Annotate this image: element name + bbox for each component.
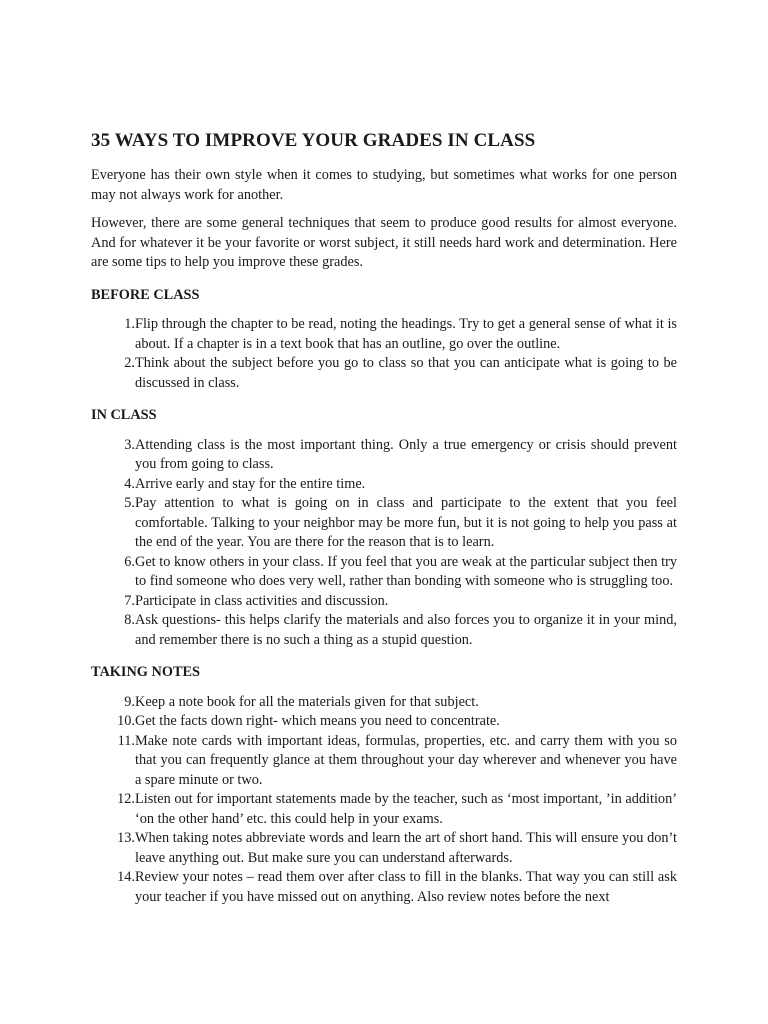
list-item-text: Attending class is the most important thing. Only a true emergency or crisis should prevent you from going to class. — [135, 436, 677, 472]
list-item-text: Think about the subject before you go to class so that you can anticipate what is going to be discussed in class. — [135, 355, 677, 391]
section-heading-before-class: BEFORE CLASS — [91, 286, 200, 303]
list-item — [91, 732, 677, 791]
list-item-number: 14. — [117, 869, 135, 885]
list-item-number: 13. — [117, 830, 135, 846]
list-item-text: Ask questions- this helps clarify the materials and also forces you to organize it in your mind, and remember there is no such a thing as a stupid question. — [135, 612, 677, 648]
section-heading-taking-notes: TAKING NOTES — [91, 664, 200, 680]
list-item — [91, 868, 677, 907]
list-before-class — [91, 315, 677, 393]
list-item — [91, 475, 677, 495]
list-item-number: 3. — [124, 436, 135, 453]
list-item-number: 6. — [124, 553, 135, 570]
list-item-text: Review your notes – read them over after class to fill in the blanks. That way you can still ask your teacher if you have missed out on anything. Also review notes before the next — [135, 869, 677, 905]
page-title: 35 WAYS TO IMPROVE YOUR GRADES IN CLASS — [91, 130, 536, 151]
list-item-text: Keep a note book for all the materials given for that subject. — [135, 693, 479, 710]
list-item — [91, 592, 677, 612]
list-item-text: Participate in class activities and discussion. — [135, 592, 389, 609]
list-item — [91, 436, 677, 475]
list-item-number: 12. — [117, 791, 135, 807]
list-item — [91, 354, 677, 393]
list-item-text: Flip through the chapter to be read, noting the headings. Try to get a general sense of what it is about. If a chapter is in a text book that has an outline, go over the outline. — [135, 316, 677, 352]
list-item-number: 5. — [124, 495, 135, 511]
list-item-text: Get to know others in your class. If you feel that you are weak at the particular subject then try to find someone who does very well, rather than bonding with someone who is struggling too. — [135, 553, 677, 589]
section-heading-in-class: IN CLASS — [91, 407, 157, 423]
document-page — [91, 128, 677, 911]
list-item — [91, 315, 677, 354]
list-in-class — [91, 436, 677, 651]
list-item-number: 7. — [124, 592, 135, 609]
list-item-text: Get the facts down right- which means you need to concentrate. — [135, 713, 500, 729]
list-item-number: 8. — [124, 612, 135, 628]
list-item-number: 9. — [124, 693, 135, 710]
intro-paragraph-2: However, there are some general techniques that seem to produce good results for almost everyone. And for whatever it be your favorite or worst subject, it still needs hard work and determination. Here are some tips to help you improve these grades. — [91, 215, 677, 270]
list-item-number: 2. — [124, 355, 135, 371]
list-item-number: 4. — [124, 475, 135, 492]
intro-paragraph-1: Everyone has their own style when it comes to studying, but sometimes what works for one person may not always work for another. — [91, 167, 677, 203]
list-item — [91, 494, 677, 553]
list-item-text: Listen out for important statements made by the teacher, such as ‘most important, ’in addition’ ‘on the other hand’ etc. this could help in your exams. — [135, 791, 677, 827]
list-item-number: 1. — [124, 316, 135, 332]
list-item-text: Arrive early and stay for the entire time. — [135, 475, 366, 492]
list-item-text: When taking notes abbreviate words and learn the art of short hand. This will ensure you don’t leave anything out. But make sure you can understand afterwards. — [135, 830, 677, 866]
list-item-number: 11. — [117, 732, 135, 749]
list-taking-notes — [91, 693, 677, 908]
list-item-text: Pay attention to what is going on in class and participate to the extent that you feel comfortable. Talking to your neighbor may be more fun, but it is not going to help you pass at the end of the year. You are there for the reason that is to learn. — [135, 495, 677, 550]
list-item — [91, 553, 677, 592]
list-item — [91, 712, 677, 732]
list-item — [91, 693, 677, 713]
list-item — [91, 790, 677, 829]
list-item — [91, 829, 677, 868]
list-item-number: 10. — [117, 713, 135, 729]
list-item — [91, 611, 677, 650]
list-item-text: Make note cards with important ideas, formulas, properties, etc. and carry them with you so that you can frequently glance at them throughout your day wherever and whenever you have a spare minute or two. — [135, 732, 677, 788]
